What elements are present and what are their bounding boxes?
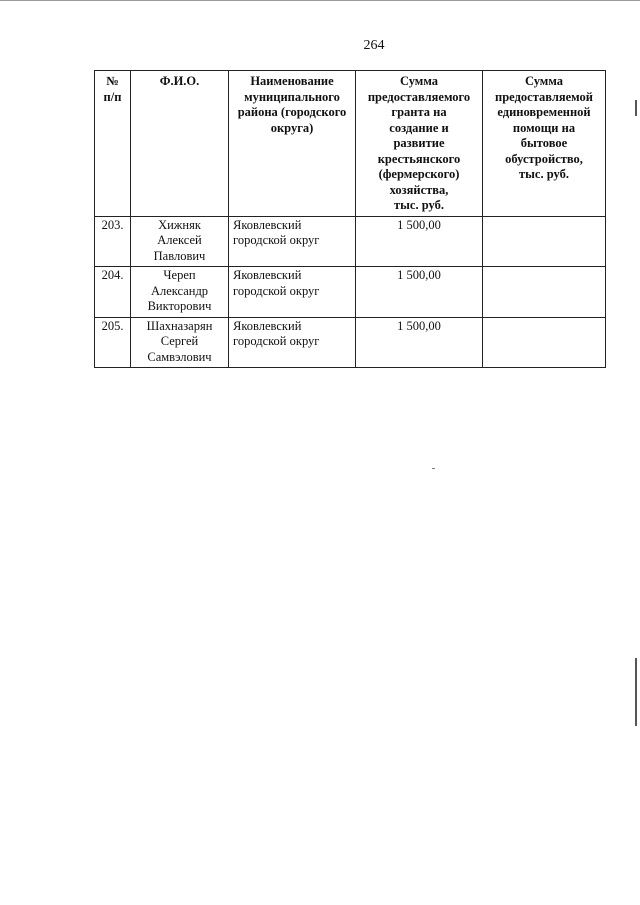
header-line: муниципального (244, 89, 340, 104)
patronymic: Викторович (147, 299, 212, 313)
header-line: Наименование (250, 74, 334, 88)
header-line: помощи на (512, 120, 576, 135)
table-header-row (95, 71, 606, 217)
header-line: (фермерского) (378, 167, 460, 181)
header-line: Сумма (525, 74, 563, 88)
header-line: тыс. руб. (394, 198, 444, 212)
first-name: Алексей (157, 233, 202, 247)
row-assistance-amount (483, 317, 606, 368)
district-line: городской округ (233, 283, 320, 298)
surname: Шахназарян (146, 318, 213, 333)
page-number: 264 (363, 38, 385, 53)
header-line: предоставляемой (495, 89, 593, 104)
header-line: гранта на (391, 105, 447, 119)
header-line: создание и (389, 120, 449, 135)
scan-edge-mark (635, 658, 637, 726)
header-grant-amount (356, 71, 483, 217)
district-line: Яковлевский (233, 318, 302, 333)
row-district (229, 267, 356, 318)
header-line: единовременной (497, 105, 591, 119)
patronymic: Павлович (153, 248, 206, 263)
header-line: бытовое (520, 136, 568, 150)
row-grant-amount: 1 500,00 (356, 317, 483, 368)
row-district (229, 317, 356, 368)
header-line: развитие (393, 136, 445, 150)
patronymic: Самвэлович (147, 349, 212, 364)
row-full-name (131, 216, 229, 267)
row-number: 203. (95, 216, 131, 267)
table-row (95, 317, 606, 368)
header-line: крестьянского (377, 151, 461, 166)
row-assistance-amount (483, 216, 606, 267)
row-grant-amount: 1 500,00 (356, 216, 483, 267)
first-name: Сергей (160, 334, 199, 348)
row-number: 204. (95, 267, 131, 318)
district-line: Яковлевский (233, 217, 302, 232)
row-full-name (131, 317, 229, 368)
district-line: Яковлевский (233, 268, 302, 282)
header-line: хозяйства, (389, 182, 449, 197)
header-line: района (городского (237, 105, 347, 119)
row-full-name (131, 267, 229, 318)
header-line: № (106, 74, 119, 88)
header-number (95, 71, 131, 217)
row-grant-amount: 1 500,00 (356, 267, 483, 318)
header-municipal-district (229, 71, 356, 217)
scan-edge-line (0, 0, 640, 1)
first-name: Александр (150, 283, 209, 298)
header-line: тыс. руб. (519, 167, 569, 181)
row-assistance-amount (483, 267, 606, 318)
table-row (95, 216, 606, 267)
scan-edge-mark (635, 100, 637, 116)
district-line: городской округ (233, 334, 320, 348)
district-line: городской округ (233, 233, 320, 247)
header-line: Сумма (400, 74, 438, 88)
header-line: Ф.И.О. (159, 74, 200, 88)
row-number: 205. (95, 317, 131, 368)
header-full-name (131, 71, 229, 217)
header-assistance-amount (483, 71, 606, 217)
header-line: п/п (103, 89, 122, 104)
header-line: предоставляемого (367, 89, 471, 104)
scan-speck (432, 468, 435, 469)
recipients-table (94, 70, 606, 368)
table-row (95, 267, 606, 318)
surname: Хижняк (158, 217, 201, 232)
row-district (229, 216, 356, 267)
header-line: округа) (270, 120, 314, 135)
header-line: обустройство, (505, 151, 583, 166)
surname: Череп (163, 268, 196, 282)
